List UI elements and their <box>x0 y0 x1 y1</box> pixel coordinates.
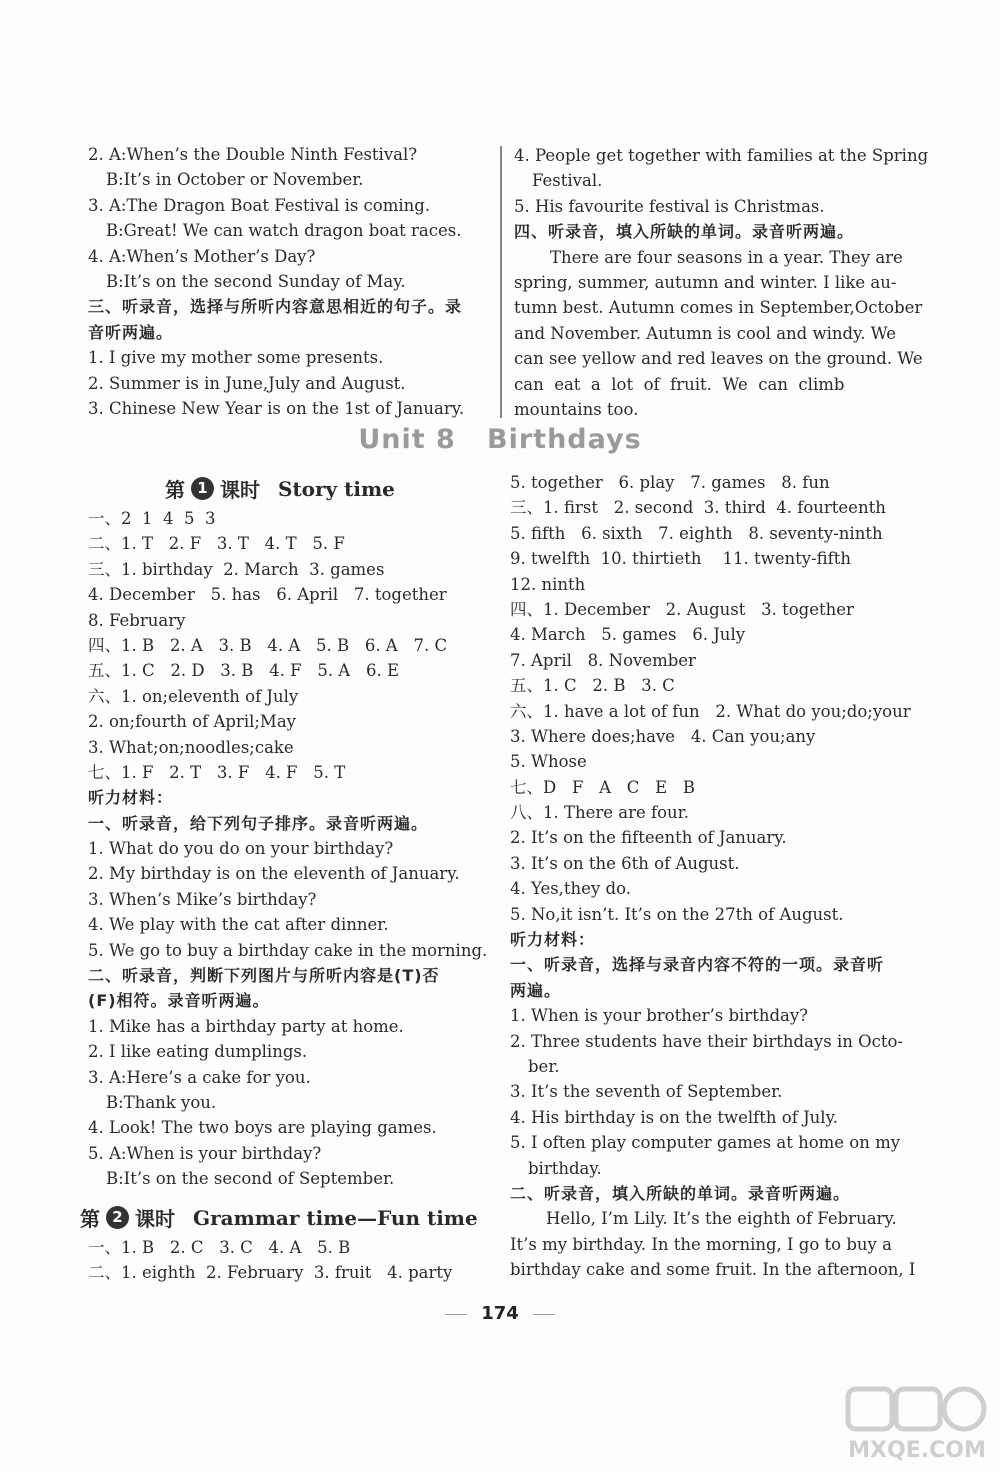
bottom-right-line: 4. His birthday is on the twelfth of July. <box>510 1107 838 1127</box>
page-number-dash-right <box>533 1314 555 1315</box>
bottom-right-line: 12. ninth <box>510 574 586 594</box>
top-right-line: spring, summer, autumn and winter. I like au- <box>514 272 897 292</box>
lesson2-lines-line: 二、1. eighth 2. February 3. fruit 4. party <box>88 1263 453 1283</box>
top-left-line: 音听两遍。 <box>88 322 174 342</box>
top-right-line: There are four seasons in a year. They are <box>550 247 903 267</box>
top-right-line: tumn best. Autumn comes in September,October <box>514 298 923 318</box>
bottom-right-line: 二、听录音，填入所缺的单词。录音听两遍。 <box>510 1183 851 1203</box>
top-right-line: 4. People get together with families at the Spring <box>514 146 929 165</box>
page-number-text: 174 <box>481 1303 519 1324</box>
bottom-left-line: 5. We go to buy a birthday cake in the morning. <box>88 940 488 960</box>
lesson2-lines-line: 一、1. B 2. C 3. C 4. A 5. B <box>88 1238 351 1257</box>
bottom-right-line: 5. together 6. play 7. games 8. fun <box>510 473 830 492</box>
bottom-left-line: 四、1. B 2. A 3. B 4. A 5. B 6. A 7. C <box>88 635 448 655</box>
bottom-right-line: 2. It’s on the fifteenth of January. <box>510 828 787 848</box>
top-right-line: 四、听录音，填入所缺的单词。录音听两遍。 <box>514 222 855 242</box>
top-left-line: B:It’s in October or November. <box>106 170 364 190</box>
lesson-number-badge: 2 <box>106 1206 129 1229</box>
top-left-line: 3. A:The Dragon Boat Festival is coming. <box>88 195 431 215</box>
bottom-right-line: 5. No,it isn’t. It’s on the 27th of August. <box>510 904 844 924</box>
top-left-line: 2. A:When’s the Double Ninth Festival? <box>88 145 418 164</box>
bottom-right-line: 7. April 8. November <box>510 650 696 670</box>
lesson-suffix: 课时 <box>135 1207 175 1231</box>
bottom-right-line: 3. Where does;have 4. Can you;any <box>510 726 816 746</box>
bottom-right-line: 9. twelfth 10. thirtieth 11. twenty-fifth <box>510 549 851 569</box>
bottom-right-line: 5. fifth 6. sixth 7. eighth 8. seventy-ninth <box>510 523 883 543</box>
bottom-left-line: B:Thank you. <box>106 1092 217 1112</box>
bottom-right-line: 4. March 5. games 6. July <box>510 625 746 645</box>
bottom-left-line: 七、1. F 2. T 3. F 4. F 5. T <box>88 762 346 782</box>
top-right-line: can eat a lot of fruit. We can climb <box>514 374 845 394</box>
bottom-left-line: 听力材料： <box>88 788 174 808</box>
bottom-right-line: 八、1. There are four. <box>510 803 690 823</box>
lesson-name: Story time <box>278 476 395 501</box>
bottom-left-line: 二、听录音，判断下列图片与所听内容是(T)否 <box>88 966 440 986</box>
bottom-left-column <box>88 506 488 1192</box>
bottom-left-line: 2. I like eating dumplings. <box>88 1042 308 1062</box>
top-left-line: 3. Chinese New Year is on the 1st of January. <box>88 398 465 418</box>
bottom-right-line: 六、1. have a lot of fun 2. What do you;do;your <box>510 701 911 721</box>
bottom-left-line: 4. Look! The two boys are playing games. <box>88 1118 437 1138</box>
bottom-left-line: 3. When’s Mike’s birthday? <box>88 889 317 909</box>
bottom-left-line: 4. December 5. has 6. April 7. together <box>88 585 447 605</box>
bottom-left-line: 一、听录音，给下列句子排序。录音听两遍。 <box>88 813 429 833</box>
bottom-left-line: 2. My birthday is on the eleventh of January. <box>88 864 460 884</box>
bottom-left-line: 五、1. C 2. D 3. B 4. F 5. A 6. E <box>88 661 399 681</box>
bottom-left-line: 4. We play with the cat after dinner. <box>88 915 389 935</box>
bottom-left-line: 三、1. birthday 2. March 3. games <box>88 559 385 579</box>
bottom-right-line: It’s my birthday. In the morning, I go to buy a <box>510 1234 892 1254</box>
bottom-right-line: 3. It’s the seventh of September. <box>510 1082 783 1102</box>
bottom-right-line: 四、1. December 2. August 3. together <box>510 599 854 619</box>
top-left-line: 2. Summer is in June,July and August. <box>88 373 406 393</box>
top-right-column <box>514 143 929 422</box>
page-number-dash-left <box>445 1314 467 1315</box>
bottom-left-line: 3. What;on;noodles;cake <box>88 737 294 757</box>
bottom-right-line: Hello, I’m Lily. It’s the eighth of February. <box>546 1209 897 1229</box>
bottom-left-line: 六、1. on;eleventh of July <box>88 686 299 706</box>
lesson-number-badge: 1 <box>191 477 214 500</box>
bottom-right-line: ber. <box>528 1056 560 1076</box>
bottom-left-line: 1. Mike has a birthday party at home. <box>88 1016 404 1036</box>
bottom-right-column <box>510 470 916 1283</box>
watermark-text: MXQE.COM <box>848 1438 986 1463</box>
bottom-left-line: 1. What do you do on your birthday? <box>88 839 394 859</box>
top-left-line: B:Great! We can watch dragon boat races. <box>106 221 462 241</box>
top-right-line: 5. His favourite festival is Christmas. <box>514 196 825 216</box>
bottom-left-line: 8. February <box>88 610 186 630</box>
lesson-prefix: 第 <box>165 478 185 502</box>
bottom-left-line: (F)相符。录音听两遍。 <box>88 991 270 1011</box>
bottom-right-line: birthday. <box>528 1158 602 1178</box>
bottom-right-line: 三、1. first 2. second 3. third 4. fourteenth <box>510 498 886 518</box>
bottom-left-line: B:It’s on the second of September. <box>106 1169 395 1189</box>
lesson-name: Grammar time—Fun time <box>193 1205 478 1230</box>
bottom-right-line: 两遍。 <box>510 980 562 1000</box>
bottom-right-line: 1. When is your brother’s birthday? <box>510 1006 809 1026</box>
top-left-line: B:It’s on the second Sunday of May. <box>106 271 406 291</box>
bottom-right-line: 七、D F A C E B <box>510 777 696 797</box>
lesson-2-heading <box>80 1203 478 1232</box>
bottom-right-line: 2. Three students have their birthdays in Octo- <box>510 1031 904 1051</box>
top-left-line: 三、听录音，选择与所听内容意思相近的句子。录 <box>88 297 463 317</box>
unit-title: Unit 8 Birthdays <box>358 424 642 455</box>
page-number <box>0 1303 1000 1324</box>
bottom-left-line: 一、2 1 4 5 3 <box>88 509 216 528</box>
bottom-right-line: 听力材料： <box>510 930 596 950</box>
lesson-suffix: 课时 <box>220 478 260 502</box>
bottom-right-line: 3. It’s on the 6th of August. <box>510 853 740 873</box>
top-right-line: Festival. <box>532 171 603 191</box>
top-left-column <box>88 142 488 421</box>
bottom-right-line: 五、1. C 2. B 3. C <box>510 676 675 696</box>
bottom-right-line: birthday cake and some fruit. In the afternoon, I <box>510 1260 916 1280</box>
lesson-prefix: 第 <box>80 1207 100 1231</box>
bottom-left-line: 5. A:When is your birthday? <box>88 1143 322 1163</box>
top-right-line: mountains too. <box>514 399 639 419</box>
bottom-left-line: 二、1. T 2. F 3. T 4. T 5. F <box>88 534 345 554</box>
bottom-right-line: 5. I often play computer games at home on my <box>510 1133 901 1153</box>
bottom-right-line: 4. Yes,they do. <box>510 879 631 899</box>
watermark-logo <box>842 1385 992 1465</box>
lesson-1-heading <box>165 474 395 503</box>
top-right-line: can see yellow and red leaves on the ground. We <box>514 349 923 369</box>
top-left-line: 4. A:When’s Mother’s Day? <box>88 246 316 266</box>
top-right-line: and November. Autumn is cool and windy. We <box>514 323 897 343</box>
bottom-right-line: 5. Whose <box>510 752 587 772</box>
lesson-2-answers <box>88 1235 488 1286</box>
top-left-line: 1. I give my mother some presents. <box>88 348 384 368</box>
bottom-left-line: 3. A:Here’s a cake for you. <box>88 1067 311 1087</box>
bottom-right-line: 一、听录音，选择与录音内容不符的一项。录音听 <box>510 955 885 975</box>
bottom-left-line: 2. on;fourth of April;May <box>88 712 296 732</box>
column-divider <box>500 146 502 418</box>
